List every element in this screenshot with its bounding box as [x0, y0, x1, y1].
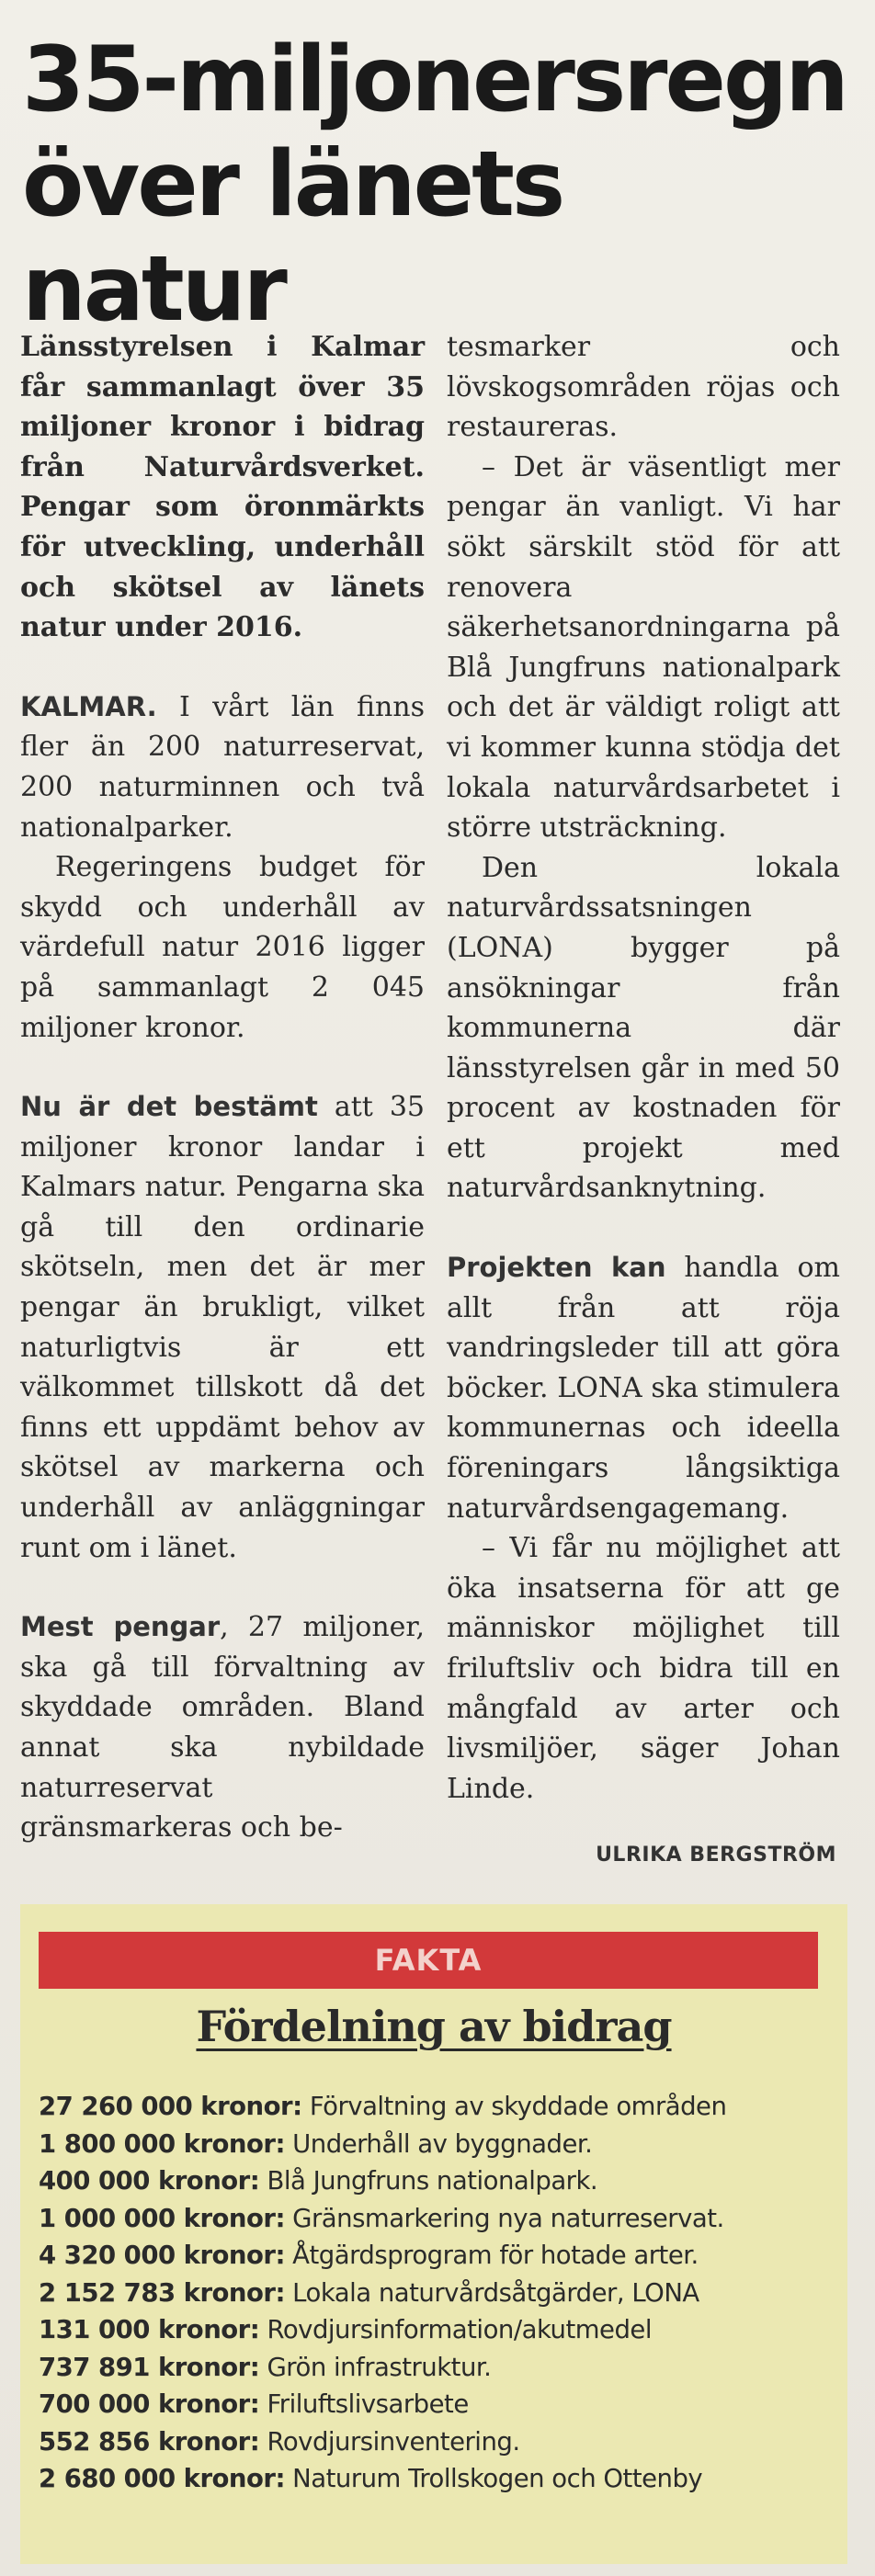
fact-box-label: FAKTA: [39, 1932, 818, 1989]
list-item-amount: 400 000 kronor:: [39, 2166, 260, 2196]
list-item-amount: 2 680 000 kronor:: [39, 2464, 285, 2493]
paragraph-3-text: att 35 miljoner kronor landar i Kalmars natur. Pengarna ska gå till den ordinarie skötseln, men det är mer pengar än brukligt, vilket naturligtvis är ett välkommet tillskott då det finns ett uppdämt behov av skötsel av markerna och underhåll av anläggningar runt om i länet.: [20, 1091, 425, 1564]
quote-1: – Det är väsentligt mer pengar än vanligt. Vi har sökt särskilt stöd för att renovera säkerhetsanordningarna på Blå Jungfruns nationalpark och det är väldigt roligt att vi kommer kunna stödja det lokala naturvårdsarbetet i större utsträckning.: [447, 450, 840, 845]
list-item: [39, 2386, 838, 2423]
article-column-left: [20, 327, 425, 1848]
list-item-amount: 1 800 000 kronor:: [39, 2128, 285, 2159]
byline: ULRIKA BERGSTRÖM: [596, 1844, 836, 1867]
paragraph-1-text: I vårt län finns fler än 200 naturreservat, 200 naturminnen och två nationalparker.: [20, 690, 425, 844]
list-item-amount: 552 856 kronor:: [39, 2426, 260, 2457]
paragraph-3-lead: Nu är det bestämt: [20, 1091, 318, 1123]
ingress: Länsstyrelsen i Kalmar får sammanlagt över 35 miljoner kronor i bidrag från Naturvårdsverket. Pengar som öronmärkts för utveckling, underhåll och skötsel av länets natur under 2016.: [20, 331, 425, 644]
paragraph-4-lead: Mest pengar: [20, 1611, 221, 1643]
list-item-amount: 1 000 000 kronor:: [39, 2203, 285, 2233]
list-item-amount: 2 152 783 kronor:: [39, 2277, 285, 2308]
fact-box-title: Fördelning av bidrag: [196, 2002, 672, 2051]
list-item-amount: 737 891 kronor:: [39, 2352, 260, 2382]
headline-line-2: över länets natur: [22, 132, 563, 342]
paragraph-1: [20, 687, 425, 847]
list-item: [39, 2311, 838, 2349]
paragraph-2: Regeringens budget för skydd och underhåll av värdefull natur 2016 ligger på sammanlagt 2 045 miljoner kronor.: [20, 851, 425, 1044]
list-item-text: Blå Jungfruns nationalpark.: [259, 2166, 598, 2196]
list-item-text: Naturum Trollskogen och Ottenby: [284, 2464, 703, 2493]
list-item-amount: 131 000 kronor:: [39, 2315, 260, 2344]
quote-2: – Vi får nu möjlighet att öka insatserna för att ge människor möjlighet till friluftsliv och bidra till en mångfald av arter och livsmiljöer, säger Johan Linde.: [447, 1532, 840, 1805]
paragraph-7-text: handla om allt från att röja vandringsleder till att göra böcker. LONA ska stimulera kommunernas och ideella föreningars långsiktiga naturvårdsengagemang.: [447, 1252, 840, 1525]
list-item-amount: 4 320 000 kronor:: [39, 2241, 285, 2270]
paragraph-3: [20, 1087, 425, 1568]
list-item: [39, 2460, 838, 2498]
list-item: [39, 2126, 838, 2163]
list-item: [39, 2349, 838, 2387]
list-item-text: Underhåll av byggnader.: [284, 2128, 593, 2159]
list-item-text: Friluftslivsarbete: [259, 2389, 469, 2419]
list-item-text: Gränsmarkering nya naturreservat.: [284, 2203, 724, 2233]
paragraph-7: [447, 1248, 840, 1528]
headline: [22, 28, 849, 342]
paragraph-4: [20, 1607, 425, 1848]
article-column-right: [447, 327, 840, 1809]
list-item: [39, 2237, 838, 2275]
list-item-text: Förvaltning av skyddade områden: [301, 2092, 727, 2121]
list-item: [39, 2088, 838, 2126]
list-item-text: Rovdjursinventering.: [259, 2426, 520, 2457]
fact-box-list: [39, 2088, 838, 2498]
list-item: [39, 2423, 838, 2461]
headline-line-1: 35-miljonersregn: [22, 28, 847, 132]
paragraph-6: Den lokala naturvårdssatsningen (LONA) bygger på ansökningar från kommunerna där länsstyrelsen går in med 50 procent av kostnaden för ett projekt med naturvårdsanknytning.: [447, 851, 840, 1205]
list-item-amount: 27 260 000 kronor:: [39, 2092, 302, 2121]
dateline: KALMAR.: [20, 690, 157, 722]
list-item-amount: 700 000 kronor:: [39, 2389, 260, 2419]
list-item-text: Grön infrastruktur.: [259, 2352, 492, 2382]
list-item-text: Åtgärdsprogram för hotade arter.: [284, 2241, 699, 2270]
list-item: [39, 2275, 838, 2312]
paragraph-7-lead: Projekten kan: [447, 1252, 666, 1284]
paragraph-5: tesmarker och lövskogsområden röjas och restaureras.: [447, 331, 840, 444]
paragraph-4-text: , 27 miljoner, ska gå till förvaltning av skyddade områden. Bland annat ska nybildade naturreservat gränsmarkeras och be-: [20, 1611, 425, 1844]
fact-box: [20, 1904, 847, 2564]
list-item-text: Lokala naturvårdsåtgärder, LONA: [284, 2277, 699, 2308]
list-item: [39, 2162, 838, 2200]
list-item-text: Rovdjursinformation/akutmedel: [259, 2315, 652, 2344]
list-item: [39, 2200, 838, 2238]
